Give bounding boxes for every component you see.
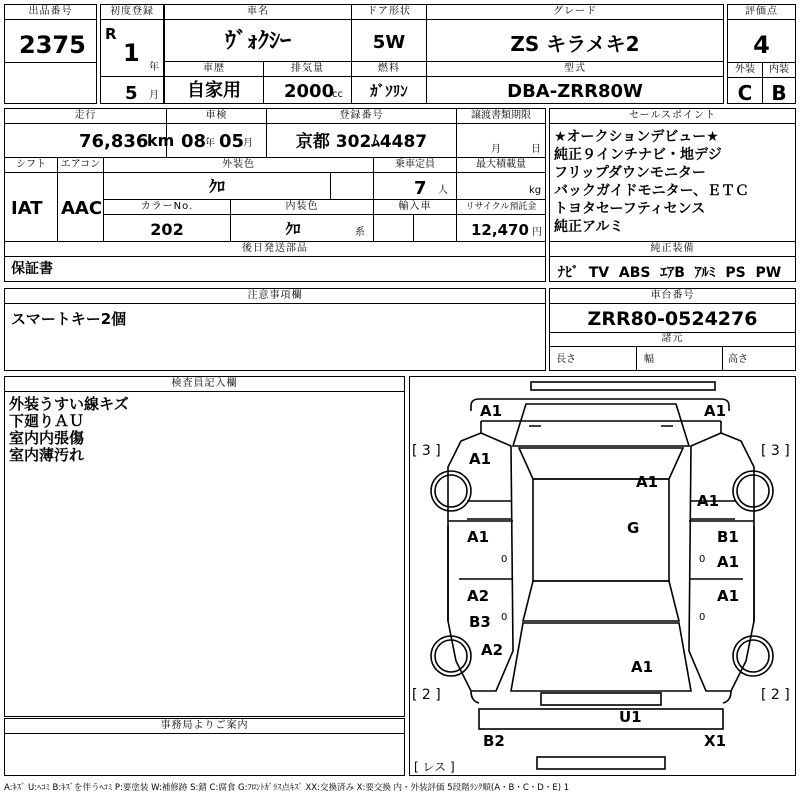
wheel-front-left [431,471,471,511]
grade-value: ZS キラメキ2 [510,32,640,56]
car-name-value: ｳﾞｫｸｼｰ [224,29,292,54]
displacement-value: 2000 [284,81,335,102]
inspection-box [166,108,267,158]
fuel-box [351,61,427,104]
score-label: 評価点 [745,6,778,17]
spare-box [537,757,665,769]
equip-item: ｴｱB [660,265,685,281]
capacity-label: 乗車定員 [395,159,435,170]
first-reg-month-unit: 月 [149,90,159,101]
mark-roof-r: A1 [636,473,659,491]
int-color-value: ｸﾛ [285,220,301,238]
rear-window [523,581,679,621]
transfer-day-unit: 日 [531,144,541,155]
lot-box [4,4,97,104]
int-score-value: B [771,81,787,105]
sales-points-label: セールスポイント [628,110,717,121]
inspection-year: 08 [181,131,207,152]
lot-number: 2375 [19,31,86,59]
inspector-item: 外装うすい線キズ [9,395,129,413]
inspector-label: 検査員記入欄 [171,378,238,389]
later-parts-box [4,241,546,282]
wheel-label-fr: [ 3 ] [761,443,790,459]
notes-label: 注意事項欄 [247,290,303,301]
wheel-label-fl: [ 3 ] [412,443,441,459]
mark-zero-l2: 0 [501,612,508,623]
max-load-unit: kg [529,185,542,196]
sales-point-item: フリップダウンモニター [554,165,706,181]
dims-height-label: 高さ [728,354,748,365]
mileage-label: 走行 [74,110,97,121]
sales-points-list [554,128,749,236]
mark-zero-r2: 0 [699,612,706,623]
model-value: DBA-ZRR80W [507,81,643,102]
mark-fr: A1 [704,402,727,420]
plate-label: 登録番号 [339,110,384,121]
recycle-unit: 円 [532,227,542,238]
inspector-item: 室内薄汚れ [9,446,85,464]
grade-label: グレード [553,6,597,17]
rear-lamp-bar [541,693,661,705]
dims-width-label: 幅 [644,354,654,365]
equip-item: ABS [618,265,651,281]
door-label: ドア形状 [367,6,411,17]
equip-item: PS [725,265,746,281]
inspection-year-unit: 年 [205,138,215,149]
plate-box [266,108,457,158]
first-reg-era: R [105,25,117,43]
mark-door-l: A1 [469,450,492,468]
mileage-value: 76,836 [79,131,149,152]
roof [533,479,669,581]
displacement-box [263,61,352,104]
equip-item: TV [588,265,610,281]
shift-label: シフト [16,159,46,170]
hood [513,404,689,446]
capacity-value: 7 [414,178,427,199]
inspector-item: 下廻りＡＵ [9,412,85,430]
shift-aircon-box [4,157,104,242]
capacity-unit: 人 [438,185,448,196]
ext-score-label: 外装 [735,64,755,75]
inspection-label: 車検 [205,110,228,121]
later-parts-value: 保証書 [11,261,53,277]
int-color-suffix: 系 [355,227,365,238]
inspector-item: 室内内張傷 [9,429,85,447]
door-box [351,4,427,62]
recycle-box [456,199,546,242]
car-name-box [164,4,352,62]
lot-label: 出品番号 [28,6,73,17]
equip-item: ｱﾙﾐ [694,265,716,281]
chassis-label: 車台番号 [650,290,695,301]
mark-rear-u1: U1 [619,708,642,726]
displacement-unit: cc [332,89,343,100]
sales-point-item: 純正アルミ [554,219,624,235]
mark-r-quarter: A1 [631,658,654,676]
transfer-box [456,108,546,158]
ext-color-value: ｸﾛ [208,177,226,196]
first-registration-box [100,4,164,104]
inspector-box [4,376,405,717]
mark-l-front-door: A1 [467,528,490,546]
ext-color-box [103,157,374,200]
mark-l-quarter: A2 [481,641,504,659]
wheel-label-rl: [ 2 ] [412,687,441,703]
dims-length-label: 長さ [556,354,576,365]
history-label: 車歴 [203,63,225,74]
std-equipment-label: 純正装備 [650,243,695,254]
equip-item: PW [755,265,782,281]
model-label: 型式 [564,63,586,74]
sales-point-item: トヨタセーフティセンス [554,201,706,217]
mark-roof: G [627,519,640,537]
plate-value: 京都 302ﾑ4487 [295,132,428,152]
first-reg-year: 1 [123,39,140,67]
capacity-box [373,157,457,200]
equip-item: ﾅﾋﾞ [558,265,579,281]
front-bumper [479,399,729,411]
displacement-label: 排気量 [291,63,324,74]
fuel-value: ｶﾞｿﾘﾝ [370,82,408,100]
model-box [426,61,724,104]
recycle-label: リサイクル預託金 [465,202,537,212]
legend-text: A:ｷｽﾞ U:ﾍｺﾐ B:ｷｽﾞを伴うﾍｺﾐ P:要塗装 W:補修跡 S:錆 C:腐食 G:ﾌﾛﾝﾄｶﾞﾗｽ点ｷｽﾞ XX:交換済み X:要交換 内・外装評価 5段階ﾗﾝｸ順(A・B・C・D・E) 1 [4,783,570,793]
first-reg-year-unit: 年 [149,62,159,73]
dims-label: 諸元 [661,333,684,344]
rear-bumper [479,709,723,729]
mark-r-front-a1: A1 [717,553,740,571]
wheel-front-right [733,471,773,511]
sales-point-item: ★オークションデビュー★ [554,129,719,145]
later-parts-label: 後日発送部品 [242,243,308,254]
grade-box [426,4,724,62]
ext-score-value: C [737,81,753,105]
car-diagram [410,377,795,775]
mark-rear-x1: X1 [704,732,727,750]
door-value: 5W [372,32,406,53]
chassis-box [549,288,796,371]
import-label: 輸入車 [398,201,432,212]
color-no-box [103,199,231,242]
notes-value: スマートキー2個 [11,310,127,328]
mark-door-r-top: A1 [697,492,720,510]
inspection-month: 05 [219,131,245,152]
wheel-rear-left [431,636,471,676]
mark-rear-b2: B2 [483,732,505,750]
mileage-unit: km [147,131,175,150]
int-score-label: 内装 [769,64,789,75]
color-no-label: カラーNo. [140,201,194,212]
max-load-box [456,157,546,200]
recycle-value: 12,470 [471,221,529,239]
color-no-value: 202 [150,220,184,239]
office-label: 事務局よりご案内 [160,720,249,731]
car-name-label: 車名 [247,6,269,17]
inspection-month-unit: 月 [243,138,253,149]
first-reg-month: 5 [125,83,138,104]
mark-r-front-b1: B1 [717,528,739,546]
sales-points-box [549,108,796,242]
sales-point-item: 純正９インチナビ・地デジ [554,147,722,163]
std-equipment-box [549,241,796,282]
mark-l-rear-b3: B3 [469,613,491,631]
shift-value: IAT [11,198,43,219]
mark-r-rear: A1 [717,587,740,605]
sales-point-item: バックガイドモニター、ＥＴＣ [554,183,750,199]
notes-box [4,288,546,371]
fuel-label: 燃料 [378,63,400,74]
transfer-month-unit: 月 [491,144,501,155]
int-color-label: 内装色 [285,201,319,212]
first-reg-label: 初度登録 [110,6,154,17]
score-value: 4 [753,31,770,59]
chassis-value: ZRR80-0524276 [587,308,758,330]
ext-color-label: 外装色 [222,159,255,170]
mileage-box [4,108,175,158]
std-equipment-list [558,262,781,282]
mark-zero-r1: 0 [699,554,706,565]
mark-l-rear-a2: A2 [467,587,490,605]
mark-fl: A1 [480,402,503,420]
score-box [727,4,796,104]
aircon-value: AAC [61,198,103,219]
history-box [164,61,264,104]
int-color-box [230,199,374,242]
tailgate [511,623,691,691]
mark-zero-l1: 0 [501,554,508,565]
wheel-label-spare: [ レス ] [414,760,455,774]
import-box [373,199,457,242]
max-load-label: 最大積載量 [476,159,526,170]
front-bumper-top [531,382,715,390]
car-diagram-box [409,376,796,776]
transfer-label: 譲渡書類期限 [471,110,531,121]
inspector-list [9,396,129,464]
office-box [4,718,405,776]
windshield [519,448,683,479]
aircon-label: エアコン [60,159,101,170]
wheel-label-rr: [ 2 ] [761,687,790,703]
wheel-rear-right [733,636,773,676]
history-value: 自家用 [187,80,241,101]
